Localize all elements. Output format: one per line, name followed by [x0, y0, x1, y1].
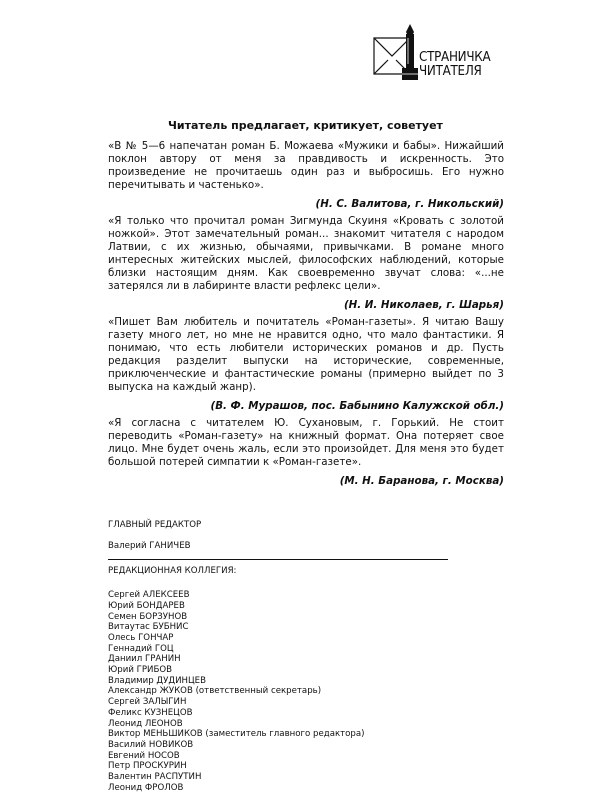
board-member: Феликс КУЗНЕЦОВ — [108, 707, 193, 718]
board-member: Олесь ГОНЧАР — [108, 632, 174, 643]
board-member: Геннадий ГОЦ — [108, 643, 174, 654]
letter-text: «Я согласна с читателем Ю. Сухановым, г. Горький. Не стоит переводить «Роман-газету» на книжный формат. Она потеряет свое лицо. Мне будет очень жаль, если это произойдет. Для меня это будет большой потерей симпатии к «Роман-газете». — [108, 417, 504, 468]
board-member: Виктор МЕНЬШИКОВ (заместитель главного редактора) — [108, 729, 365, 740]
board-member: Петр ПРОСКУРИН — [108, 761, 187, 772]
board-member: Витаутас БУБНИС — [108, 622, 189, 633]
editorial-board-list — [108, 590, 468, 793]
logo-title-line1: СТРАНИЧКА — [419, 50, 491, 65]
letter-signature: (Н. С. Валитова, г. Никольский) — [315, 198, 504, 210]
board-member: Сергей АЛЕКСЕЕВ — [108, 590, 190, 601]
board-member: Сергей ЗАЛЫГИН — [108, 697, 187, 708]
board-member: Леонид ФРОЛОВ — [108, 782, 184, 793]
editorial-staff — [108, 520, 468, 793]
board-member: Александр ЖУКОВ (ответственный секретарь) — [108, 686, 322, 697]
letter-text: «В № 5—6 напечатан роман Б. Можаева «Мужики и бабы». Нижайший поклон автору от меня за правдивость и искренность. Это произведение не прочитаешь один раз и выбросишь. Его нужно перечитывать и частенько». — [108, 140, 504, 191]
board-member: Леонид ЛЕОНОВ — [108, 718, 183, 729]
letter-signature: (М. Н. Баранова, г. Москва) — [339, 475, 504, 487]
board-member: Валентин РАСПУТИН — [108, 772, 202, 783]
board-member: Юрий БОНДАРЕВ — [108, 600, 185, 611]
board-member: Владимир ДУДИНЦЕВ — [108, 675, 206, 686]
reader-letters — [108, 140, 504, 492]
board-member: Евгений НОСОВ — [108, 750, 180, 761]
letter-text: «Пишет Вам любитель и почитатель «Роман-газеты». Я читаю Вашу газету много лет, но мне не нравится одно, что мало фантастики. Я понимаю, что есть любители исторических романов и др. Пусть редакция разделит выпуски на исторические, современные, приключенческие и фантастические романы (примерно выйдет по 3 выпуска на каждый жанр). — [108, 316, 504, 393]
letter-signature: (Н. И. Николаев, г. Шарья) — [343, 299, 504, 311]
section-heading: Читатель предлагает, критикует, советует — [168, 119, 443, 132]
board-member: Василий НОВИКОВ — [108, 739, 194, 750]
chief-editor-name: Валерий ГАНИЧЕВ — [108, 540, 191, 551]
editorial-board-label: РЕДАКЦИОННАЯ КОЛЛЕГИЯ: — [108, 566, 237, 577]
board-member: Даниил ГРАНИН — [108, 654, 181, 665]
letter-4 — [108, 417, 504, 487]
letter-signature: (В. Ф. Мурашов, пос. Бабынино Калужской обл.) — [210, 400, 504, 412]
letter-1 — [108, 140, 504, 210]
letter-3 — [108, 316, 504, 412]
letter-2 — [108, 215, 504, 311]
letter-text: «Я только что прочитал роман Зигмунда Скуиня «Кровать с золотой ножкой». Этот замечательный роман... знакомит читателя с народом Латвии, с их жизнью, обычаями, привычками. В романе много интересных житейских мыслей, философских наблюдений, которые близки настоящим дням. Как своевременно звучат слова: «...не затерялся ли в лабиринте власти рефлекс цели». — [108, 215, 504, 292]
board-member: Семен БОРЗУНОВ — [108, 611, 188, 622]
divider — [108, 559, 448, 560]
board-member: Юрий ГРИБОВ — [108, 665, 173, 676]
page-logo — [372, 22, 502, 84]
logo-title-line2: ЧИТАТЕЛЯ — [419, 64, 482, 79]
chief-editor-label: ГЛАВНЫЙ РЕДАКТОР — [108, 520, 202, 530]
